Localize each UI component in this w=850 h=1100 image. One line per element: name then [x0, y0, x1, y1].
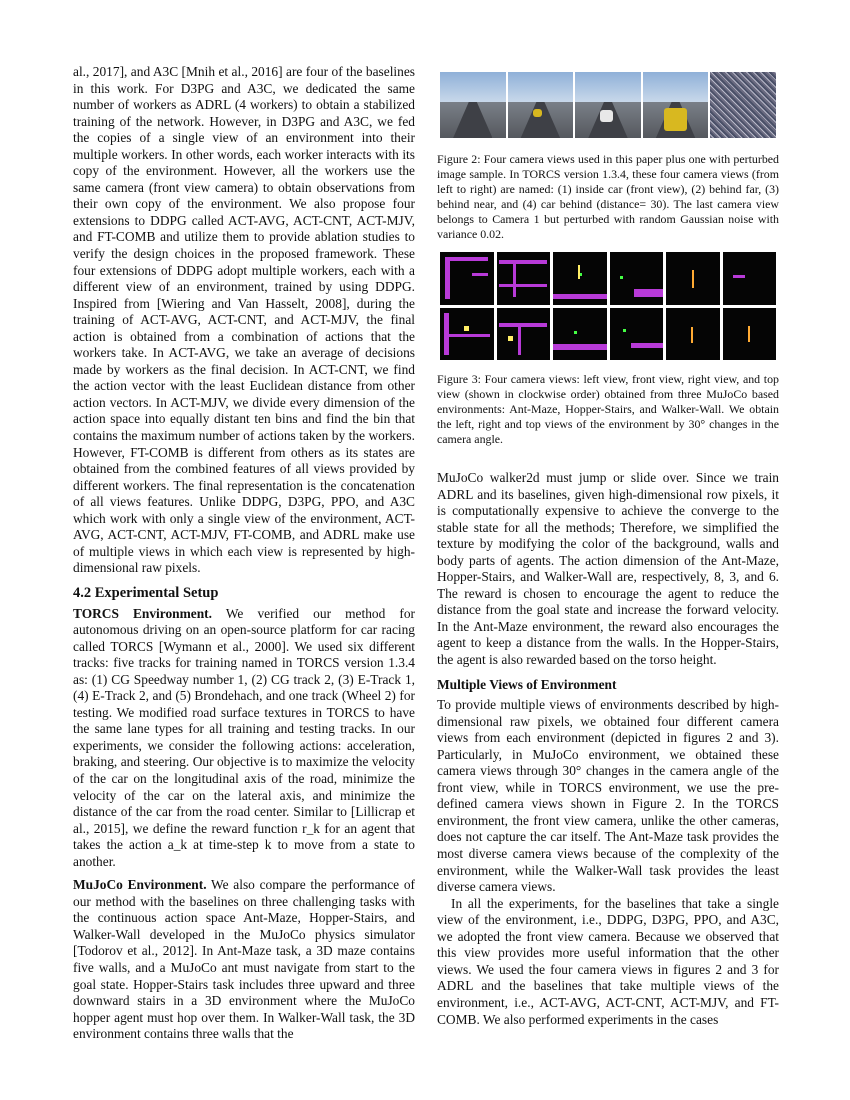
mujoco-view-tile [440, 308, 494, 361]
mujoco-view-tile [723, 252, 777, 305]
camera-view-front [440, 72, 506, 138]
paragraph-experiments: In all the experiments, for the baselines that take a single view of the environment, i.e., DDPG, D3PG, PPO, and A3C, we adopted the front view camera. Because we observed that this view provides more useful information that the other views. We used the four camera views in figures 2 and 3 for ADRL and the baselines that take multiple views of the environment, i.e., ACT-AVG, ACT-CNT, ACT-MJV, and FT-COMB. We also performed experiments in the cases [437, 895, 779, 1027]
mujoco-view-tile [553, 252, 607, 305]
paragraph-multiple-views: To provide multiple views of environments described by high-dimensional raw pixels, we obtained four different camera views from each environment (depicted in figures 2 and 3). Particularly, in MuJoCo environment, we obtained these camera views through 30° changes in the camera angle of the front view, while in TORCS environment, we use the pre-defined camera views shown in Figure 2. In the TORCS environment, the front view camera, unlike the other cameras, does not capture the car itself. The Ant-Maze task provides the most diverse camera views because of the complexity of the environment, while the Walker-Wall task provides the least diverse camera views. [437, 697, 779, 895]
camera-view-car-behind [643, 72, 709, 138]
torcs-heading: TORCS Environment. [73, 605, 212, 621]
figure-2-images [440, 72, 776, 138]
figure-3-images [440, 252, 776, 360]
paragraph-torcs [73, 606, 415, 871]
mujoco-view-tile [553, 308, 607, 361]
multiple-views-heading: Multiple Views of Environment [437, 676, 617, 692]
mujoco-view-tile [610, 252, 664, 305]
camera-view-behind-far [508, 72, 574, 138]
paragraph-mujoco [73, 877, 415, 1042]
camera-view-perturbed [710, 72, 776, 138]
paragraph-baselines: al., 2017], and A3C [Mnih et al., 2016] are four of the baselines in this work. For D3PG and A3C, we dedicated the same number of workers as ADRL (4 workers) to obtain a stabilized training of the network. However, in D3PG and A3C, we fed the copies of a single view of an environment into their multiple workers. In other words, each worker interacts with its copy of the environment. However, all the workers use the same camera (front view camera) to obtain observations from their own copy of the environment. We also propose four extensions to DDPG called ACT-AVG, ACT-CNT, ACT-MJV, and FT-COMB and utilize them to provide ablation studies to verify the design choices in the proposed framework. These four extensions of DDPG adopt multiple workers, each with a different view of an environment, trained by using DDPG. Inspired from [Wiering and Van Hasselt, 2008], during the training of ACT-AVG, ACT-CNT, and ACT-MJV, the final action is obtained from a combination of actions that the workers take. In ACT-AVG, we take an average of decisions made by workers as the final decision. In ACT-CNT, we find the action vector with the least Euclidean distance from other action vectors. In ACT-MJV, we divide every dimension of the action space into equally distant ten bins and find the bin that contains the maximum number of actions taken by the workers. However, FT-COMB is different from others as its states are obtained from the combined features of all views provided by different workers. The final representation is the concatenation of all views features. Unlike DDPG, D3PG, PPO, and A3C which work with only a single view of the environment, ACT-AVG, ACT-CNT, ACT-MJV, FT-COMB, and ADRL make use of multiple views in which each view is represented by high-dimensional raw pixels. [73, 64, 415, 576]
left-column [73, 64, 415, 1043]
mujoco-view-tile [666, 252, 720, 305]
mujoco-view-tile [497, 252, 551, 305]
mujoco-view-tile [723, 308, 777, 361]
figure-3-caption: Figure 3: Four camera views: left view, front view, right view, and top view (shown in clockwise order) obtained from three MuJoCo based environments: Ant-Maze, Hopper-Stairs, and Walker-Wall. We obtain the left, right and top views of the environment by 30° changes in the camera angle. [437, 372, 779, 446]
right-column [437, 470, 779, 1028]
mujoco-heading: MuJoCo Environment. [73, 877, 207, 893]
mujoco-view-tile [666, 308, 720, 361]
figure-2-caption: Figure 2: Four camera views used in this paper plus one with perturbed image sample. In TORCS version 1.3.4, these four camera views (from left to right) are named: (1) inside car (front view), (2) behind far, (3) behind near, and (4) car behind (distance= 30). The last camera view belongs to Camera 1 but perturbed with random Gaussian noise with variance 0.02. [437, 152, 779, 241]
section-title: 4.2 Experimental Setup [73, 584, 219, 601]
mujoco-body: We also compare the performance of our method with the baselines on three challenging tasks with the continuous action space Ant-Maze, Hopper-Stairs, and Walker-Wall developed in the MuJoCo physics simulator [Todorov et al., 2012]. In Ant-Maze task, a 3D maze contains five walls, and a MuJoCo ant must navigate from start to the goal state. Hopper-Stairs task includes three upward and three downward stairs in a 3D environment where the MuJoCo hopper agent must hop over them. In Walker-Wall task, the 3D environment contains three walls that the [73, 877, 415, 1042]
mujoco-view-tile [497, 308, 551, 361]
mujoco-view-tile [440, 252, 494, 305]
camera-view-behind-near [575, 72, 641, 138]
torcs-body: We verified our method for autonomous driving on an open-source platform for car racing called TORCS [Wymann et al., 2000]. We used six different tracks: five tracks for training named in TORCS version 1.3.4 as: (1) CG Speedway number 1, (2) CG track 2, (3) E-Track 1, (4) E-Track 2, and (5) Brondehach, and one track (Wheel 2) for testing. We modified road surface textures in TORCS to have the same lane types for all training and testing tracks. In our experiments, we consider the following actions: acceleration, braking, and steering. Our objective is to maximize the velocity of the car on the longitudinal axis of the road, minimize the velocity of the car on the lateral axis, and minimize the distance of the car from the road center. Similar to [Lillicrap et al., 2015], we define the reward function r_k for an agent that takes the action a_k at time-step k to move from a state to another. [73, 605, 415, 869]
paragraph-walker: MuJoCo walker2d must jump or slide over. Since we train ADRL and its baselines, given high-dimensional row pixels, it is computationally expensive to achieve the converge to the stable state for all the methods; Therefore, we simplified the texture by modifying the color of the background, walls and body parts of agents. The action dimension of the Ant-Maze, Hopper-Stairs, and Walker-Wall are, respectively, 8, 3, and 6. The reward is chosen to encourage the agent to reduce the distance from the goal state and increase the forward velocity. In the Ant-Maze environment, the reward also encourages the agent to keep a distance from the walls. In the Hopper-Stairs, the agent is also rewarded based on the torso height. [437, 470, 779, 668]
mujoco-view-tile [610, 308, 664, 361]
